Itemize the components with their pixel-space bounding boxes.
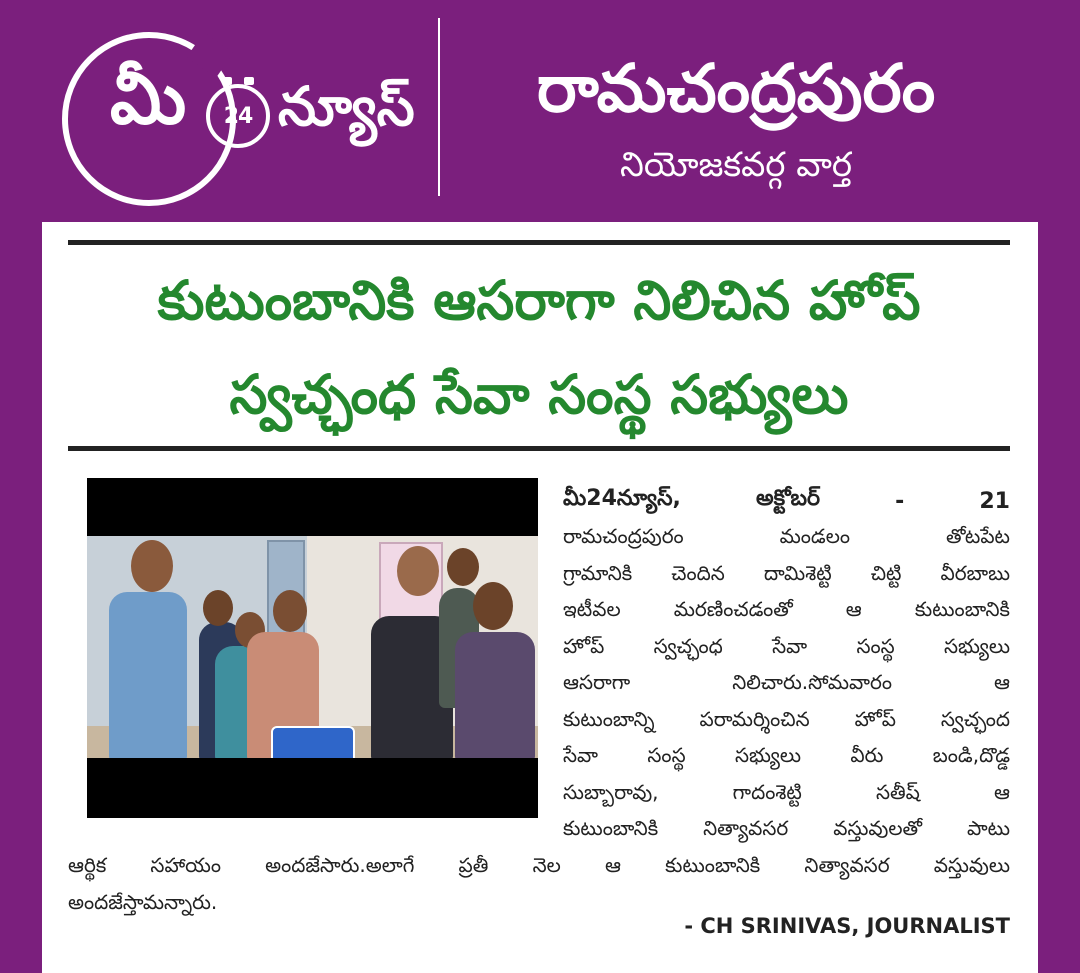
photo-head-5	[397, 546, 439, 596]
article-line: సుబ్బారావు, గాదంశెట్టి సతీష్ ఆ	[563, 779, 1010, 804]
article-line: కుటుంబానికి నిత్యావసర వస్తువులతో పాటు	[563, 816, 1010, 840]
article-line: ఆర్థిక సహాయం అందజేసారు.అలాగే ప్రతీ నెల ఆ కుటుంబానికి నిత్యావసర వస్తువులు	[68, 853, 1010, 877]
article-line: ఆసరాగా నిలిచారు.సోమవారం ఆ	[563, 670, 1010, 694]
headline-line-1: కుటుంబానికి ఆసరాగా నిలిచిన హోప్	[157, 269, 921, 332]
logo-number: 24	[223, 103, 253, 129]
article-line: కుటుంబాన్ని పరామర్శించిన హోప్ స్వచ్ఛంద	[563, 706, 1010, 731]
region-subtitle: నియోజకవర్గ వార్త	[619, 145, 853, 185]
logo-text-right: న్యూస్	[278, 75, 415, 138]
article-line: గ్రామానికి చెందిన దామిశెట్టి చిట్టి వీరబాబు	[563, 560, 1010, 585]
dateline-day: 21	[979, 488, 1010, 514]
clock-icon	[206, 84, 270, 148]
headline-rule-bottom	[68, 446, 1010, 451]
article-line: రామచంద్రపురం మండలం తోటపేట	[563, 524, 1010, 548]
photo-scene	[87, 536, 538, 758]
photo-head-4	[273, 590, 307, 632]
photo-person-7	[455, 632, 535, 758]
region-title: రామచంద్రపురం	[536, 50, 936, 127]
article-line: సేవా సంస్థ సభ్యులు వీరు బండి,దొడ్డ	[563, 743, 1010, 767]
masthead	[42, 0, 1038, 222]
logo-text-left: మీ	[110, 56, 187, 140]
photo-head-2	[203, 590, 233, 626]
article-continuation	[68, 847, 1010, 920]
photo-head-7	[473, 582, 513, 630]
photo-parcel	[271, 726, 355, 758]
byline: - CH SRINIVAS, JOURNALIST	[684, 914, 1010, 938]
article-line: హోప్ స్వచ్ఛంధ సేవా సంస్థ సభ్యులు	[563, 633, 1010, 658]
article-line: అందజేస్తామన్నారు.	[68, 889, 218, 914]
photo-head-6	[447, 548, 479, 586]
dateline-source: మీ24న్యూస్,	[563, 486, 681, 511]
article-column	[563, 518, 1010, 847]
news-photo	[87, 478, 538, 818]
left-frame-border	[0, 0, 42, 973]
article-line: ఇటీవల మరణించడంతో ఆ కుటుంబానికి	[563, 597, 1010, 621]
photo-head-1	[131, 540, 173, 592]
right-frame-border	[1038, 0, 1080, 973]
headline-rule-top	[68, 240, 1010, 245]
header-divider	[438, 18, 440, 196]
dateline	[563, 485, 1010, 517]
dateline-dash: -	[895, 488, 905, 514]
dateline-month: అక్టోబర్	[755, 486, 821, 511]
photo-person-1	[109, 592, 187, 758]
headline-line-2: స్వచ్ఛంధ సేవా సంస్థ సభ్యులు	[229, 363, 849, 426]
